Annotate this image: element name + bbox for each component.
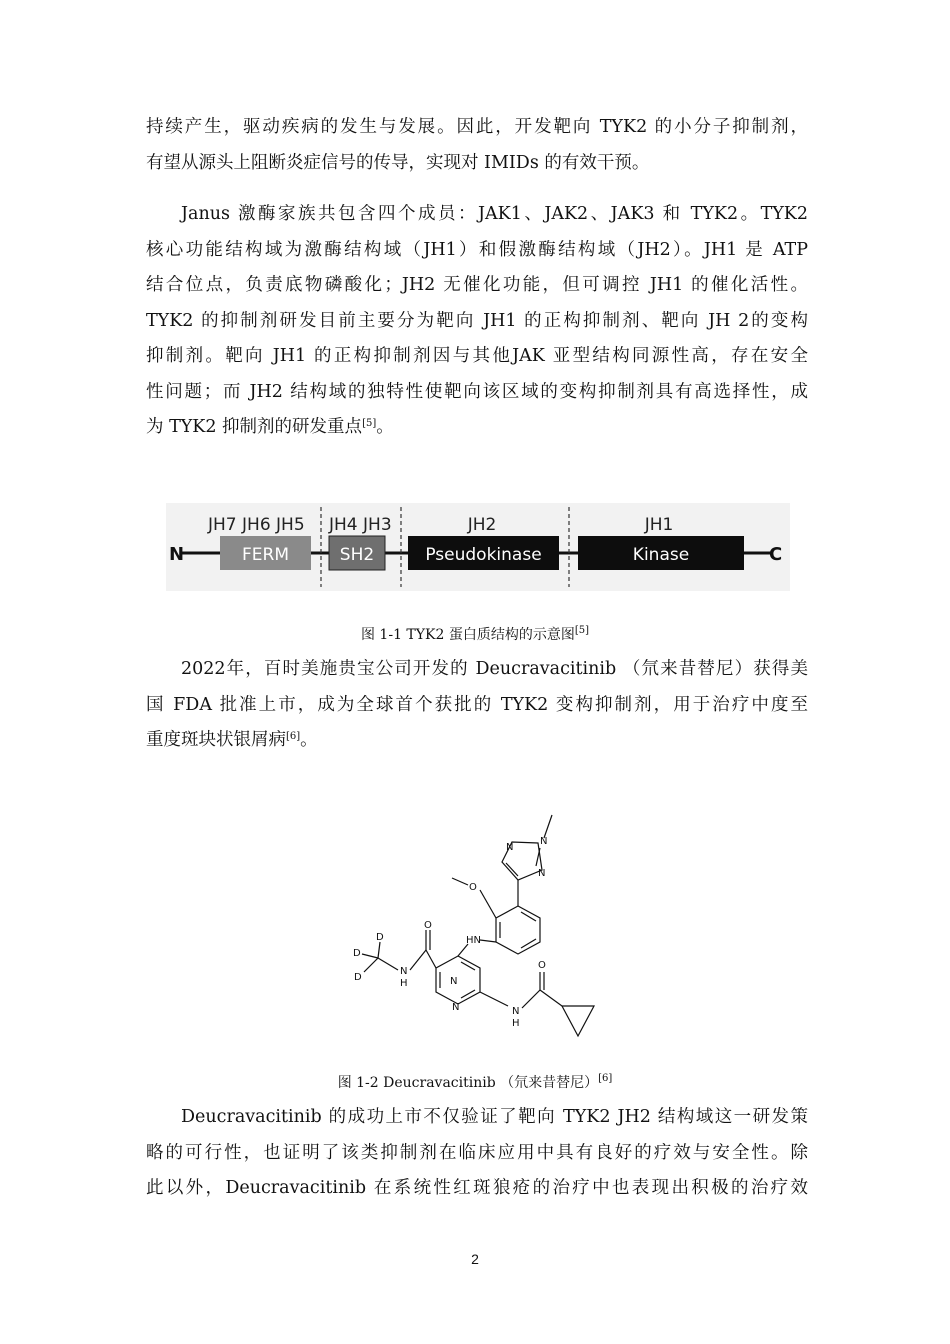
text-line: Deucravacitinib 的成功上市不仅验证了靶向 TYK2 JH2 结构域这一研发策 xyxy=(181,1107,808,1127)
text-line: 持续产生，驱动疾病的发生与发展。因此，开发靶向 TYK2 的小分子抑制剂， xyxy=(146,117,808,137)
atom-label: D xyxy=(354,972,362,983)
n-terminal-label: N xyxy=(169,544,185,565)
atom-label: N xyxy=(452,1002,460,1013)
text-line: 抑制剂。靶向 JH1 的正构抑制剂因与其他JAK 亚型结构同源性高，存在安全 xyxy=(146,346,808,366)
atom-label: N xyxy=(540,836,548,847)
atom-label: D xyxy=(353,948,361,959)
citation-ref: [6] xyxy=(598,1073,613,1084)
text-line: 重度斑块状银屑病[6]。 xyxy=(146,730,318,750)
text-line: TYK2 的抑制剂研发目前主要分为靶向 JH1 的正构抑制剂、靶向 JH 2的变构 xyxy=(146,310,808,331)
atom-label: N xyxy=(512,1006,520,1017)
text-line: 2022年，百时美施贵宝公司开发的 Deucravacitinib （氘来昔替尼）获得美 xyxy=(181,659,808,679)
domain-top-label: JH2 xyxy=(467,515,497,535)
page-number: 2 xyxy=(471,1251,479,1267)
atom-label: N xyxy=(450,976,458,987)
text-line: Janus 激酶家族共包含四个成员：JAK1、JAK2、JAK3 和 TYK2。TYK2 xyxy=(181,204,808,224)
text-line: 此以外，Deucravacitinib 在系统性红斑狼疮的治疗中也表现出积极的治疗效 xyxy=(146,1178,808,1198)
figure-2-caption: 图 1-2 Deucravacitinib （氘来昔替尼）[6] xyxy=(337,1073,613,1091)
citation-ref: [6] xyxy=(286,731,301,742)
text-line: 为 TYK2 抑制剂的研发重点[5]。 xyxy=(146,417,394,437)
atom-label: H xyxy=(512,1018,520,1029)
tyk2-domain-diagram xyxy=(166,503,790,591)
paragraph-2 xyxy=(146,197,808,446)
paragraph-1 xyxy=(146,110,808,181)
text-line: 有望从源头上阻断炎症信号的传导，实现对 IMIDs 的有效干预。 xyxy=(146,152,650,173)
atom-label: O xyxy=(538,960,546,971)
deucravacitinib-structure xyxy=(340,810,620,1060)
atom-label: O xyxy=(469,882,477,893)
domain-top-label: JH4 JH3 xyxy=(329,515,392,535)
paragraph-4 xyxy=(146,1100,808,1207)
domain-top-label: JH1 xyxy=(644,515,674,535)
domain-name: Pseudokinase xyxy=(425,545,542,565)
atom-label: N xyxy=(506,842,514,853)
atom-label: HN xyxy=(466,935,481,946)
c-terminal-label: C xyxy=(769,544,783,565)
atom-label: H xyxy=(400,978,408,989)
domain-top-label: JH7 JH6 JH5 xyxy=(208,515,305,535)
text-line: 国 FDA 批准上市，成为全球首个获批的 TYK2 变构抑制剂，用于治疗中度至 xyxy=(146,694,808,715)
text-line: 核心功能结构域为激酶结构域（JH1）和假激酶结构域（JH2）。JH1 是 ATP xyxy=(146,239,808,260)
figure-1-caption: 图 1-1 TYK2 蛋白质结构的示意图[5] xyxy=(360,625,589,643)
citation-ref: [5] xyxy=(574,625,589,636)
paragraph-3 xyxy=(146,652,808,759)
text-line: 结合位点，负责底物磷酸化；JH2 无催化功能，但可调控 JH1 的催化活性。 xyxy=(146,275,808,295)
domain-name: SH2 xyxy=(339,545,375,565)
atom-label: O xyxy=(424,920,432,931)
text-line: 略的可行性，也证明了该类抑制剂在临床应用中具有良好的疗效与安全性。除 xyxy=(146,1142,808,1163)
citation-ref: [5] xyxy=(362,418,377,429)
text-line: 性问题；而 JH2 结构域的独特性使靶向该区域的变构抑制剂具有高选择性，成 xyxy=(146,381,808,402)
domain-name: FERM xyxy=(242,545,289,565)
atom-label: D xyxy=(376,932,384,943)
atom-label: N xyxy=(538,868,546,879)
domain-name: Kinase xyxy=(632,545,690,565)
atom-label: N xyxy=(400,966,408,977)
